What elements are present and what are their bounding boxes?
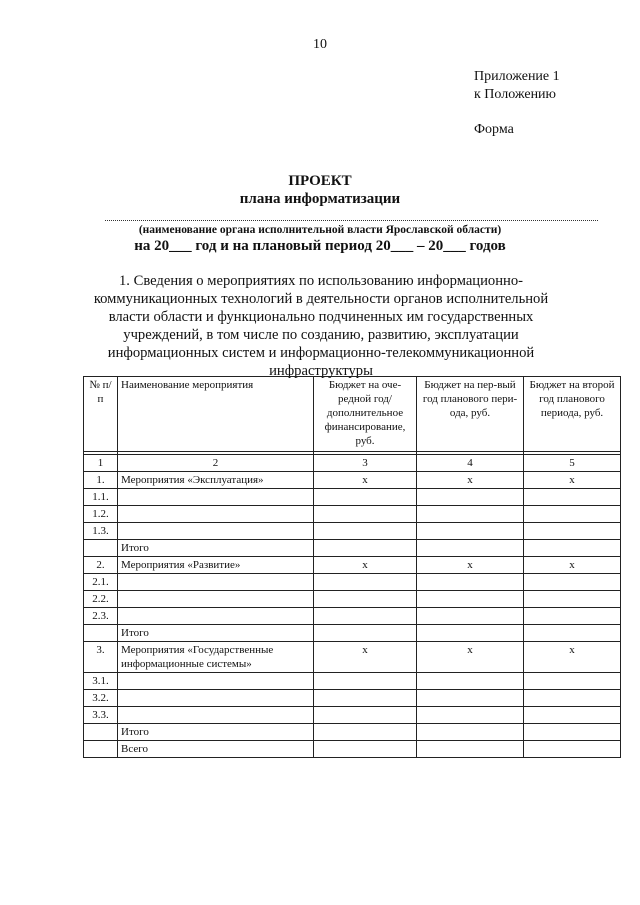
row-number: 1.1.: [84, 489, 118, 506]
row-budget-second: [524, 489, 621, 506]
row-number: 1.2.: [84, 506, 118, 523]
row-budget-first: х: [417, 557, 524, 574]
row-number: [84, 741, 118, 758]
table-row: [84, 625, 621, 642]
row-event-name: Итого: [118, 724, 314, 741]
row-budget-first: [417, 574, 524, 591]
row-event-name: [118, 673, 314, 690]
row-budget-current: [314, 574, 417, 591]
row-number: 1.3.: [84, 523, 118, 540]
row-event-name: Всего: [118, 741, 314, 758]
row-event-name: [118, 591, 314, 608]
row-budget-second: [524, 523, 621, 540]
row-event-name: [118, 608, 314, 625]
row-budget-first: х: [417, 642, 524, 673]
row-budget-first: [417, 724, 524, 741]
table-row: [84, 608, 621, 625]
row-budget-first: [417, 506, 524, 523]
appendix-line-1: Приложение 1: [474, 69, 560, 84]
row-budget-current: [314, 608, 417, 625]
column-number: 3: [314, 455, 417, 472]
row-budget-second: [524, 540, 621, 557]
row-budget-current: х: [314, 642, 417, 673]
row-budget-current: [314, 625, 417, 642]
row-budget-current: [314, 540, 417, 557]
table-row: [84, 523, 621, 540]
row-budget-second: [524, 690, 621, 707]
row-budget-first: [417, 690, 524, 707]
row-budget-current: [314, 673, 417, 690]
row-budget-current: [314, 489, 417, 506]
row-event-name: [118, 523, 314, 540]
header-budget-second: Бюджет на второй год планового периода, руб.: [524, 377, 621, 452]
row-budget-second: [524, 608, 621, 625]
row-number: 1.: [84, 472, 118, 489]
form-label: Форма: [474, 122, 514, 137]
org-name-fill-line: [105, 220, 598, 221]
row-number: 3.3.: [84, 707, 118, 724]
row-budget-current: [314, 506, 417, 523]
table-row: [84, 724, 621, 741]
row-number: 3.2.: [84, 690, 118, 707]
table-row: [84, 506, 621, 523]
row-number: 2.2.: [84, 591, 118, 608]
row-budget-current: [314, 707, 417, 724]
row-budget-current: [314, 523, 417, 540]
header-event-name: Наименование мероприятия: [118, 377, 314, 452]
plan-period: на 20___ год и на плановый период 20___ – 20___ годов: [134, 238, 506, 254]
table-row: [84, 642, 621, 673]
table-row: [84, 690, 621, 707]
row-event-name: Мероприятия «Развитие»: [118, 557, 314, 574]
row-budget-first: [417, 707, 524, 724]
column-number: 5: [524, 455, 621, 472]
column-number: 2: [118, 455, 314, 472]
row-budget-first: [417, 591, 524, 608]
row-budget-second: [524, 625, 621, 642]
row-event-name: [118, 707, 314, 724]
row-budget-current: [314, 724, 417, 741]
row-budget-first: [417, 673, 524, 690]
header-number: № п/п: [84, 377, 118, 452]
row-event-name: Мероприятия «Эксплуатация»: [118, 472, 314, 489]
table-row: [84, 591, 621, 608]
table-row: [84, 707, 621, 724]
row-budget-current: [314, 591, 417, 608]
row-number: 3.1.: [84, 673, 118, 690]
row-number: 2.3.: [84, 608, 118, 625]
row-budget-current: [314, 741, 417, 758]
table-row: [84, 574, 621, 591]
row-event-name: Мероприятия «Государственные информационные системы»: [118, 642, 314, 673]
row-budget-second: [524, 673, 621, 690]
column-number: 4: [417, 455, 524, 472]
section-heading: 1. Сведения о мероприятиях по использованию информационно-коммуникационных технологий в деятельности органов исполнительной власти области и функционально подчиненных им государственных учреждений, в том числе по созданию, развитию, эксплуатации информационных систем и информационно-телекоммуникационной инфраструктуры: [93, 273, 549, 379]
row-event-name: Итого: [118, 540, 314, 557]
row-budget-second: х: [524, 642, 621, 673]
page-number: 10: [313, 37, 327, 52]
appendix-reference: [474, 68, 560, 104]
title-line-1: ПРОЕКТ: [288, 173, 352, 189]
row-event-name: [118, 506, 314, 523]
row-number: 2.1.: [84, 574, 118, 591]
header-budget-first: Бюджет на пер-вый год планового пери-ода, руб.: [417, 377, 524, 452]
row-event-name: [118, 489, 314, 506]
table-row: [84, 741, 621, 758]
row-budget-current: х: [314, 557, 417, 574]
row-budget-first: [417, 489, 524, 506]
row-number: [84, 625, 118, 642]
row-budget-first: [417, 741, 524, 758]
org-name-caption: (наименование органа исполнительной власти Ярославской области): [138, 224, 502, 236]
document-title: [0, 172, 640, 208]
row-budget-second: [524, 724, 621, 741]
row-number: 2.: [84, 557, 118, 574]
table-row: [84, 673, 621, 690]
table-row: [84, 557, 621, 574]
row-budget-first: [417, 608, 524, 625]
row-number: [84, 724, 118, 741]
row-budget-first: [417, 523, 524, 540]
row-event-name: [118, 690, 314, 707]
row-budget-second: [524, 574, 621, 591]
header-budget-current: Бюджет на оче-редной год/ дополнительное финансирование, руб.: [314, 377, 417, 452]
row-budget-first: [417, 540, 524, 557]
table-header-row: [84, 377, 621, 452]
table-row: [84, 489, 621, 506]
row-budget-first: х: [417, 472, 524, 489]
row-event-name: Итого: [118, 625, 314, 642]
plan-table: [83, 376, 621, 758]
row-budget-second: [524, 741, 621, 758]
row-budget-first: [417, 625, 524, 642]
column-number: 1: [84, 455, 118, 472]
table-row: [84, 472, 621, 489]
column-number-row: [84, 455, 621, 472]
row-budget-second: х: [524, 557, 621, 574]
row-budget-current: х: [314, 472, 417, 489]
row-number: [84, 540, 118, 557]
appendix-line-2: к Положению: [474, 87, 557, 102]
row-budget-second: х: [524, 472, 621, 489]
row-budget-current: [314, 690, 417, 707]
row-event-name: [118, 574, 314, 591]
row-budget-second: [524, 506, 621, 523]
table-row: [84, 540, 621, 557]
row-number: 3.: [84, 642, 118, 673]
title-line-2: плана информатизации: [239, 191, 401, 207]
row-budget-second: [524, 591, 621, 608]
row-budget-second: [524, 707, 621, 724]
